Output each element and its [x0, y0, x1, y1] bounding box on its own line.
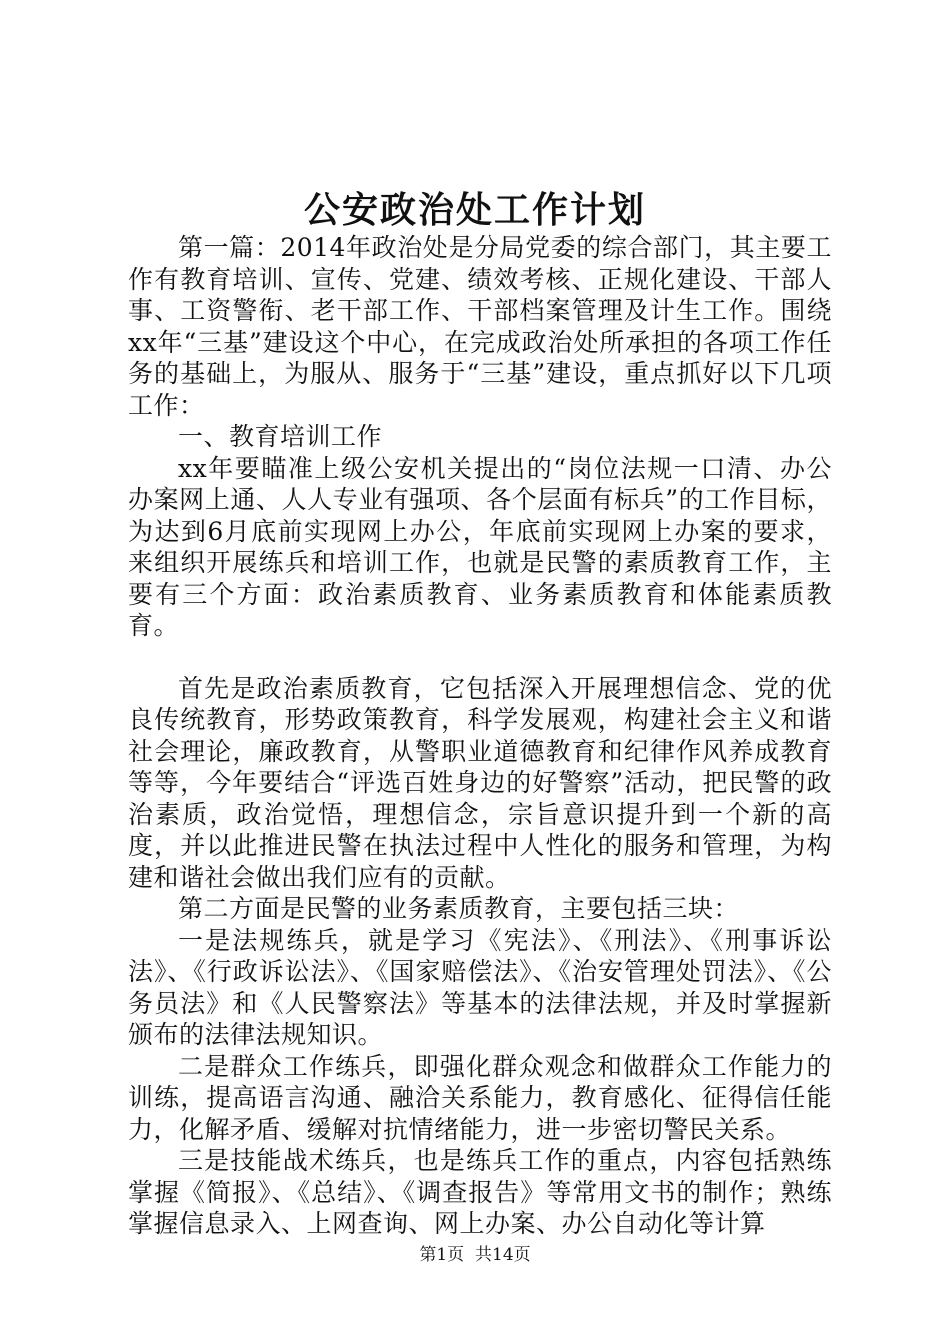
paragraph-section-heading: 一、教育培训工作: [178, 422, 383, 451]
page-total: 共14页: [475, 1245, 531, 1265]
paragraph-political-education: 首先是政治素质教育，它包括深入开展理想信念、党的优良传统教育，形势政策教育，科学发展观，构建社会主义和谐社会理论，廉政教育，从警职业道德教育和纪律作风养成教育等等，今年要结合“评选百姓身边的好警察”活动，把民警的政治素质，政治觉悟，理想信念，宗旨意识提升到一个新的高度，并以此推进民警在执法过程中人性化的服务和管理，为构建和谐社会做出我们应有的贡献。: [128, 673, 832, 892]
paragraph-training-goals: xx年要瞄准上级公安机关提出的“岗位法规一口清、办公办案网上通、人人专业有强项、各个层面有标兵”的工作目标，为达到6月底前实现网上办公，年底前实现网上办案的要求，来组织开展练兵和培训工作，也就是民警的素质教育工作，主要有三个方面：政治素质教育、业务素质教育和体能素质教育。: [128, 453, 832, 640]
paragraph-mass-work-training: 二是群众工作练兵，即强化群众观念和做群众工作能力的训练，提高语言沟通、融洽关系能力，教育感化、征得信任能力，化解矛盾、缓解对抗情绪能力，进一步密切警民关系。: [128, 1051, 832, 1144]
paragraph-law-training: 一是法规练兵，就是学习《宪法》、《刑法》、《刑事诉讼法》、《行政诉讼法》、《国家赔偿法》、《治安管理处罚法》、《公务员法》和《人民警察法》等基本的法律法规，并及时掌握新颁布的法律法规知识。: [128, 925, 832, 1049]
page-footer: [0, 1243, 950, 1267]
paragraph-intro: 第一篇：2014年政治处是分局党委的综合部门，其主要工作有教育培训、宣传、党建、绩效考核、正规化建设、干部人事、工资警衔、老干部工作、干部档案管理及计生工作。围绕xx年“三基”建设这个中心，在完成政治处所承担的各项工作任务的基础上，为服从、服务于“三基”建设，重点抓好以下几项工作：: [128, 233, 832, 420]
document-body: [128, 232, 832, 1240]
page-number: 第1页: [419, 1245, 465, 1265]
paragraph-business-education: 第二方面是民警的业务素质教育，主要包括三块：: [178, 894, 740, 923]
document-title: 公安政治处工作计划: [303, 189, 646, 231]
paragraph-skills-training: 三是技能战术练兵，也是练兵工作的重点，内容包括熟练掌握《简报》、《总结》、《调查报告》等常用文书的制作；熟练掌握信息录入、上网查询、网上办案、办公自动化等计算: [128, 1146, 832, 1238]
